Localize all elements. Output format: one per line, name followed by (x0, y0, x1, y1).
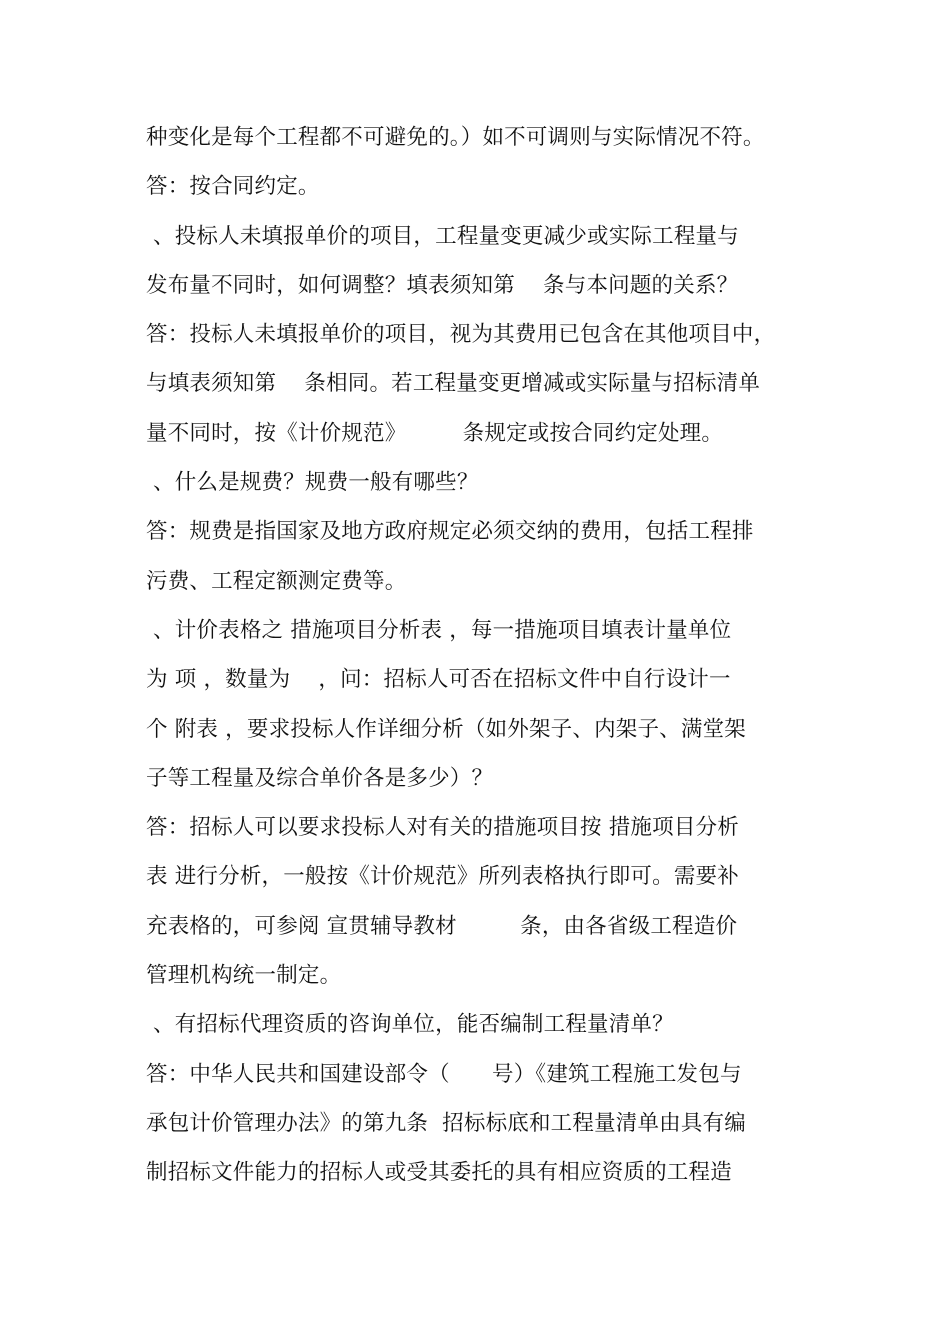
text-line: 种变化是每个工程都不可避免的。）如不可调则与实际情况不符。 (146, 125, 765, 150)
text-line: 答：中华人民共和国建设部令（ 号）《建筑工程施工发包与 (146, 1061, 742, 1087)
text-line: 充表格的，可参阅 宣贯辅导教材 条，由各省级工程造价 (146, 913, 738, 939)
text-line: 、投标人未填报单价的项目，工程量变更减少或实际工程量与 (146, 223, 739, 249)
text-line: 答：投标人未填报单价的项目，视为其费用已包含在其他项目中， (146, 322, 776, 348)
text-line: 承包计价管理办法》的第九条 招标标底和工程量清单由具有编 (146, 1110, 746, 1136)
text-line: 量不同时，按《计价规范》 条规定或按合同约定处理。 (146, 420, 724, 446)
text-line: 发布量不同时，如何调整？填表须知第 条与本问题的关系？ (146, 272, 739, 298)
text-line: 答：招标人可以要求投标人对有关的措施项目按 措施项目分析 (146, 815, 739, 841)
text-line: 、什么是规费？规费一般有哪些？ (146, 470, 479, 496)
text-line: 制招标文件能力的招标人或受其委托的具有相应资质的工程造 (146, 1160, 732, 1186)
text-line: 、有招标代理资质的咨询单位，能否编制工程量清单？ (146, 1012, 674, 1038)
text-line: 个 附表 ，要求投标人作详细分析（如外架子、内架子、满堂架 (146, 716, 746, 742)
text-line: 表 进行分析，一般按《计价规范》所列表格执行即可。需要补 (146, 864, 739, 890)
text-line: 管理机构统一制定。 (146, 963, 342, 989)
text-line: 子等工程量及综合单价各是多少）？ (146, 765, 494, 791)
text-line: 、计价表格之 措施项目分析表 ，每一措施项目填表计量单位 (146, 617, 732, 643)
document-body (146, 113, 826, 1198)
text-line: 答：规费是指国家及地方政府规定必须交纳的费用，包括工程排 (146, 519, 754, 545)
text-line: 为 项 ，数量为 ，问：招标人可否在招标文件中自行设计一 (146, 667, 731, 693)
text-line: 与填表须知第 条相同。若工程量变更增减或实际量与招标清单 (146, 371, 761, 397)
text-line: 污费、工程定额测定费等。 (146, 568, 407, 594)
text-line: 答：按合同约定。 (146, 174, 320, 200)
